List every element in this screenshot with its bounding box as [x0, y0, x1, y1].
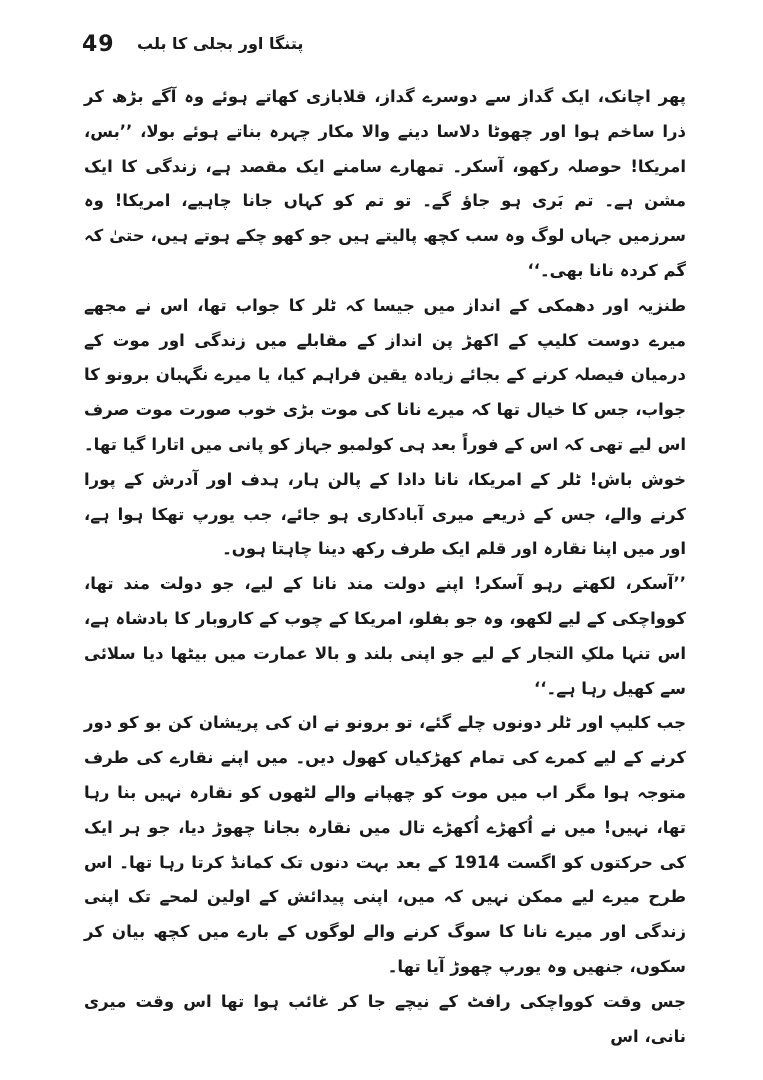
page-body [84, 80, 686, 1054]
paragraph: جب کلیپ اور ٹلر دونوں چلے گئے، تو برونو نے ان کی پریشان کن بو کو دور کرنے کے لیے کمرے کی تمام کھڑکیاں کھول دیں۔ میں اپنے نقارے کی طرف متوجہ ہوا مگر اب میں موت کو چھپانے والے لٹھوں کو نقارہ نہیں بنا رہا تھا، نہیں! میں نے اُکھڑے اُکھڑے تال میں نقارہ بجانا چھوڑ دیا، جو ہر ایک کی حرکتوں کو اگست 1914 کے بعد بہت دنوں تک کمانڈ کرتا رہا تھا۔ اس طرح میرے لیے ممکن نہیں کہ میں، اپنی پیدائش کے اولین لمحے تک اپنی زندگی اور میرے نانا کا سوگ کرنے والے لوگوں کے بارے میں کچھ بیان کر سکوں، جنھیں وہ یورپ چھوڑ آیا تھا۔ [84, 713, 686, 976]
running-title: پتنگا اور بجلی کا بلب [137, 34, 304, 53]
paragraph: ’’آسکر، لکھتے رہو آسکر! اپنے دولت مند نانا کے لیے، جو دولت مند تھا، کوواچکی کے لیے لکھو، وہ جو بفلو، امریکا کے چوب کے کاروبار کا بادشاہ ہے، اس تنہا ملکِ التجار کے لیے جو اپنی بلند و بالا عمارت میں بیٹھا دیا سلائی سے کھیل رہا ہے۔‘‘ [84, 574, 686, 698]
page-header [82, 30, 682, 64]
paragraph: جس وقت کوواچکی رافٹ کے نیچے جا کر غائب ہوا تھا اس وقت میری نانی، اس [84, 991, 686, 1046]
page-number: 49 [82, 32, 115, 57]
paragraph: پھر اچانک، ایک گداز سے دوسرے گداز، قلابازی کھاتے ہوئے وہ آگے بڑھ کر ذرا ساخم ہوا اور چھوٹا دلاسا دینے والا مکار چہرہ بناتے ہوئے بولا، ’’بس، امریکا! حوصلہ رکھو، آسکر۔ تمھارے سامنے ایک مقصد ہے، زندگی کا ایک مشن ہے۔ تم بَری ہو جاؤ گے۔ تو تم کو کہاں جانا چاہیے، امریکا! وہ سرزمیں جہاں لوگ وہ سب کچھ پالیتے ہیں جو کھو چکے ہوتے ہیں، حتیٰ کہ گم کردہ نانا بھی۔‘‘ [84, 87, 686, 280]
paragraph: طنزیہ اور دھمکی کے انداز میں جیسا کہ ٹلر کا جواب تھا، اس نے مجھے میرے دوست کلیپ کے اکھڑ پن انداز کے مقابلے میں زندگی اور موت کے درمیان فیصلہ کرنے کے بجائے زیادہ یقین فراہم کیا، یا میرے نگہبان برونو کا جواب، جس کا خیال تھا کہ میرے نانا کی موت بڑی خوب صورت موت صرف اس لیے تھی کہ اس کے فوراً بعد ہی کولمبو جہاز کو پانی میں اتارا گیا تھا۔ خوش باش! ٹلر کے امریکا، نانا دادا کے پالن ہار، ہدف اور آدرش کے پورا کرنے والے، جس کے ذریعے میری آبادکاری ہو جائے، جب یورپ تھکا ہوا ہے، اور میں اپنا نقارہ اور قلم ایک طرف رکھ دینا چاہتا ہوں۔ [84, 295, 686, 559]
